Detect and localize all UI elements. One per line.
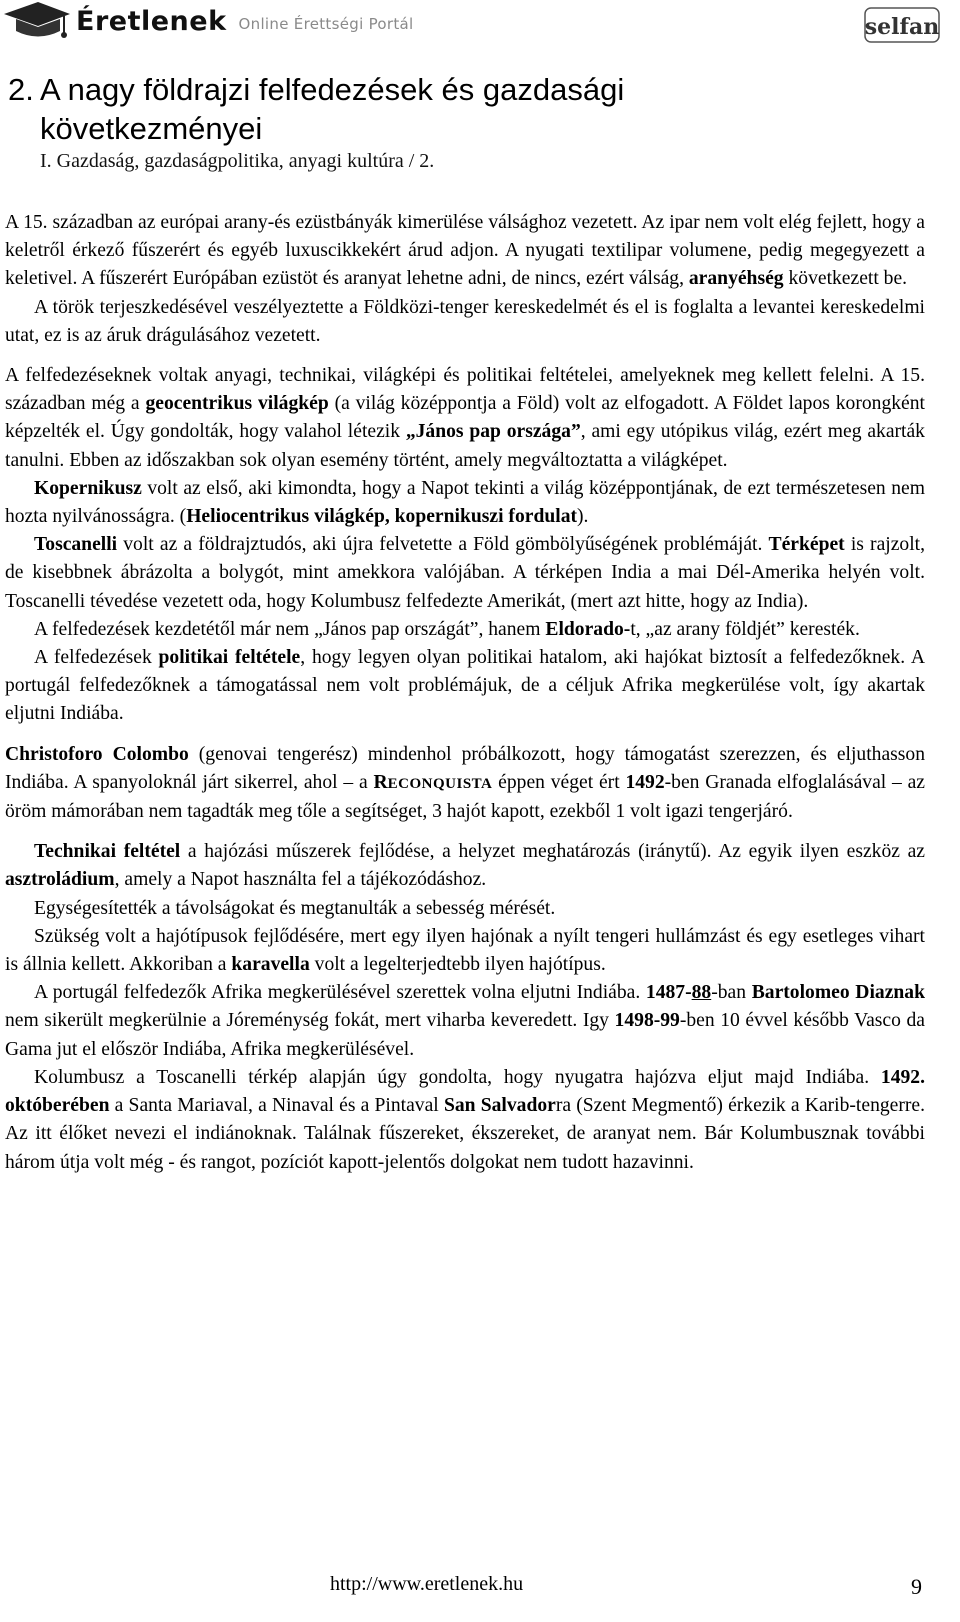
eretlenek-logo[interactable] [2, 0, 414, 42]
page-subtitle: I. Gazdaság, gazdaságpolitika, anyagi kultúra / 2. [40, 150, 435, 172]
brand-name: Éretlenek [76, 5, 227, 37]
graduation-cap-icon [2, 0, 72, 42]
bold-term: Toscanelli [34, 534, 118, 556]
bold-term: „János pap országa” [405, 421, 581, 443]
paragraph-13 [5, 1064, 925, 1177]
bold-term: Eldorado- [545, 618, 631, 640]
paragraph-4 [5, 475, 925, 531]
bold-term: politikai feltétele [158, 647, 301, 669]
bold-term: 1487- [645, 982, 692, 1004]
paragraph-8 [5, 741, 925, 827]
bold-underlined-term: 88 [691, 982, 712, 1004]
title-line-1: A nagy földrajzi felfedezések és gazdasági [40, 72, 625, 107]
text-run: A felfedezéseknek voltak anyagi, technikai, világképi és politikai feltételei, amelyeknek meg kellett felelni. A 15. században még a [5, 365, 925, 415]
brand-tagline: Online Érettségi Portál [238, 15, 414, 33]
text-run: , ami egy utópikus világ, ezért meg akarták tanulni. Ebben az időszakban sok olyan esemény történt, amely megváltoztatta a világképet. [5, 421, 925, 471]
paragraph-10: Egységesítették a távolságokat és megtanulták a sebesség mérését. [34, 897, 556, 919]
text-run: következett be. [783, 268, 908, 290]
text-run: A 15. században az európai arany-és ezüstbányák kimerülése válsághoz vezetett. Az ipar nem volt elég fejlett, hogy a keletről érkező fűszerért és egyéb luxuscikkekért árud adjon. A nyugati textilipar volumene, pedig megegyezett a keletivel. A fűszerért Európában ezüstöt és aranyat lehetne adni, de nincs, ezért válság, [5, 212, 925, 290]
bold-term: Bartolomeo Diaznak [751, 982, 925, 1004]
text-run: a hajózási műszerek fejlődése, a helyzet meghatározás (iránytű). Az egyik ilyen eszköz az [180, 841, 925, 863]
bold-term: Kopernikusz [34, 477, 142, 499]
text-run: Kolumbusz a Toscanelli térkép alapján úgy gondolta, hogy nyugatra hajózva eljut majd Indiába. [34, 1066, 881, 1088]
text-run: -ban [711, 982, 752, 1004]
selfan-logo-text: selfan [864, 14, 940, 40]
bold-term: Technikai feltétel [34, 841, 181, 863]
bold-term: Térképet [768, 534, 845, 556]
text-run: , amely a Napot használta fel a tájékozódáshoz. [114, 869, 487, 891]
selfan-logo-icon [864, 2, 940, 46]
text-run: (genovai tengerész) mindenhol próbálkozott, hogy támogatást szerezzen, és eljuthasson Indiába. A spanyoloknál járt sikerrel, ahol – a [5, 743, 926, 793]
paragraph-1 [5, 209, 925, 294]
title-number: 2. [8, 72, 34, 107]
small-caps-term: ECONQUISTA [387, 775, 493, 792]
text-run: A portugál felfedezők Afrika megkerülésével szerettek volna eljutni Indiába. [34, 982, 646, 1004]
text-run: volt az első, aki kimondta, hogy a Napot tekinti a világ középpontjának, de ezt természetesen nem hozta nyilvánosságra. ( [5, 477, 925, 528]
text-run: volt a legelterjedtebb ilyen hajótípus. [309, 954, 606, 976]
bold-term: 1492. októberében [5, 1066, 925, 1117]
paragraph-7 [5, 644, 925, 729]
paragraph-6 [5, 616, 925, 644]
selfan-logo[interactable] [864, 2, 940, 46]
text-run: is rajzolt, de kisebbnek ábrázolta a bolygót, mint amekkora valójában. A térképen India a mai Dél-Amerika helyén volt. Toscanelli tévedése vezetett oda, hogy Kolumbusz felfedezte Amerikát, (mert azt hitte, hogy az India). [5, 534, 925, 612]
text-run: t, „az arany földjét” keresték. [630, 618, 860, 640]
text-run: ). [577, 506, 589, 528]
text-run: nem sikerült megkerülnie a Jóreménység fokát, mert viharba keveredett. Igy [5, 1010, 615, 1032]
bold-term: R [373, 771, 388, 793]
paragraph-2: A török terjeszkedésével veszélyeztette a Földközi-tenger kereskedelmét és el is foglalta a levantei kereskedelmi utat, ez is az áruk drágulásához vezetett. [5, 296, 925, 346]
paragraph-12 [5, 979, 925, 1064]
text-run: -ben Granada elfoglalásával – az öröm mámorában nem tagadták meg tőle a segítséget, 3 hajót kapott, ezekből 1 volt igazi tengerjáró. [5, 771, 925, 823]
paragraph-11 [5, 923, 925, 979]
bold-term: Christoforo Colombo [5, 743, 189, 765]
bold-term: aranyéhség [688, 268, 784, 290]
bold-term: 1498-99 [614, 1010, 680, 1032]
text-run: , hogy legyen olyan politikai hatalom, aki hajókat biztosít a felfedezőknek. A portugál felfedezőknek a támogatással nem volt problémájuk, de a céljuk Afrika megkerülése volt, így akartak eljutni Indiába. [5, 647, 925, 725]
page-title [8, 70, 948, 148]
page-number: 9 [911, 1574, 922, 1599]
bold-term: geocentrikus világkép [145, 393, 329, 415]
bold-term: 1492 [625, 771, 665, 793]
bold-term: karavella [231, 954, 310, 976]
text-run: a Santa Mariaval, a Ninaval és a Pintaval [109, 1095, 444, 1117]
paragraph-5 [5, 531, 925, 616]
text-run: ra (Szent Megmentő) érkezik a Karib-tengerre. Az itt élőket nevezi el indiánoknak. Találnak fűszereket, ékszereket, de aranyat nem. Bár Kolumbusznak további három útja volt még - és rangot, pozíciót kapott-jelentős dolgokat nem tudott hazavinni. [5, 1095, 926, 1173]
document-body [5, 209, 925, 1177]
text-run: éppen véget ért [492, 771, 626, 793]
footer-url[interactable]: http://www.eretlenek.hu [330, 1573, 524, 1595]
text-run: A felfedezések [34, 647, 159, 669]
bold-term: San Salvador [443, 1095, 556, 1117]
text-run: (a világ középpontja a Föld) volt az elfogadott. A Földet lapos korongként képzelték el. Úgy gondolták, hogy valahol létezik [5, 393, 925, 443]
title-line-2: következményei [40, 111, 263, 146]
text-run: volt az a földrajztudós, aki újra felvetette a Föld gömbölyűségének problémáját. [117, 534, 769, 556]
paragraph-9 [5, 838, 925, 894]
text-run: -ben 10 évvel később Vasco da Gama jut el először Indiába, Afrika megkerülésével. [5, 1010, 925, 1060]
text-run: A felfedezések kezdetétől már nem „János pap országát”, hanem [34, 618, 546, 640]
paragraph-3 [5, 362, 925, 475]
bold-term: asztroládium [5, 869, 115, 891]
page-header [0, 0, 960, 52]
bold-term: Heliocentrikus világkép, kopernikuszi fordulat [186, 506, 578, 528]
title-block [8, 70, 948, 173]
text-run: Szükség volt a hajótípusok fejlődésére, mert egy ilyen hajónak a nyílt tengeri hullámzást és egy esetleges vihart is állnia kellett. Akkoriban a [5, 925, 925, 976]
